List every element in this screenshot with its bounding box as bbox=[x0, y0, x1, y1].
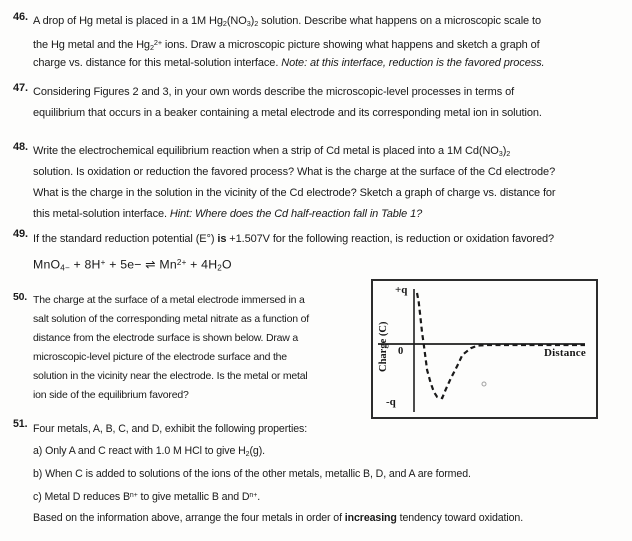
question-number: 47. bbox=[13, 82, 28, 94]
question-number: 46. bbox=[13, 11, 28, 23]
question-47 bbox=[13, 82, 542, 124]
question-number: 48. bbox=[13, 141, 28, 153]
charge-curve bbox=[417, 293, 585, 398]
question-text: If the standard reduction potential (E°) is +1.507V for the following reaction, is reduction or oxidation favored? MnO4− + 8H+ + 5e− ⇌ $Mn^{2+} + 4H2O$ bbox=[33, 233, 555, 273]
y-axis-minus-q-label: -q bbox=[386, 396, 396, 408]
question-48 bbox=[13, 141, 556, 225]
question-text: Four metals, A, B, C, and D, exhibit the following properties: a) Only A and C react with 1.0 M HCl to give H2(g). b) When C is added to solutions of the ions of the other metals, metallic B, D, and A are formed. c) Metal D reduces $B^{n+}$ to give metallic B and $D^{n+}$. Based on the information above, arrange the four metals in order of increasing tendency toward oxidation. bbox=[33, 423, 524, 525]
question-number: 51. bbox=[13, 418, 28, 430]
question-text: A drop of Hg metal is placed in a 1M Hg2(NO3)2 solution. Describe what happens on a microscopic scale to the Hg metal and the $Hg2^{2+}$ ions. Draw a microscopic picture showing what happens and sketch a graph of charge vs. distance for this metal-solution interface. Note: at this interface, reduction is the favored process. bbox=[33, 15, 545, 69]
question-text: The charge at the surface of a metal electrode immersed in a salt solution of the corresponding metal nitrate as a function of distance from the electrode surface is shown below. Draw a microscopic-level picture of the electrode surface and the solution in the vicinity near the electrode. Is the metal or metal ion side of the equilibrium favored? bbox=[33, 294, 309, 401]
question-number: 49. bbox=[13, 228, 28, 240]
question-text: Write the electrochemical equilibrium reaction when a strip of Cd metal is placed into a 1M Cd(NO3)2 solution. Is oxidation or reduction the favored process? What is the charge at the surface of the Cd electrode? What is the charge in the solution in the vicinity of the Cd electrode? Sketch a graph of charge vs. distance for this metal-solution interface. Hint: Where does the Cd half-reaction fall in Table 1? bbox=[33, 145, 556, 220]
question-text: Considering Figures 2 and 3, in your own words describe the microscopic-level processes in terms of equilibrium that occurs in a beaker containing a metal electrode and its corresponding metal ion in solution. bbox=[33, 86, 542, 119]
charge-vs-distance-graph bbox=[371, 279, 598, 419]
x-axis-label: Distance bbox=[544, 347, 586, 359]
question-51 bbox=[13, 418, 523, 529]
question-46 bbox=[13, 11, 544, 74]
question-50 bbox=[13, 291, 363, 405]
scan-speck bbox=[482, 382, 486, 386]
y-axis-plus-q-label: +q bbox=[395, 284, 408, 296]
question-number: 50. bbox=[13, 291, 27, 303]
origin-label: 0 bbox=[398, 346, 404, 357]
y-axis-label: Charge (C) bbox=[378, 321, 389, 372]
question-49 bbox=[13, 228, 554, 274]
